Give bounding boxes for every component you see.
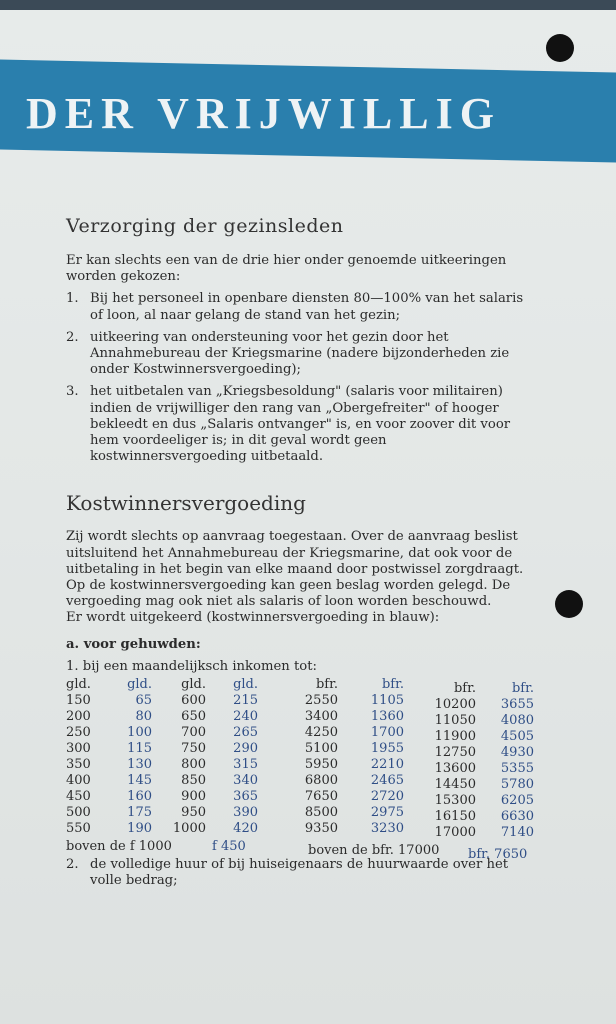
table-cell: 5355 xyxy=(500,761,534,777)
table-column xyxy=(298,677,338,837)
boven-bfr-value: bfr. 7650 xyxy=(468,847,528,863)
table-cell: 400 xyxy=(66,773,91,789)
boven-gld-label: boven de f 1000 xyxy=(66,839,172,855)
banner-title: DER VRIJWILLIG xyxy=(26,89,501,138)
table-cell: 650 xyxy=(181,709,206,725)
table-cell: 175 xyxy=(127,805,152,821)
table-column xyxy=(120,677,152,837)
table-cell: 450 xyxy=(66,789,91,805)
table-cell: 2465 xyxy=(370,773,404,789)
table-cell: 4930 xyxy=(500,745,534,761)
table-cell: 15300 xyxy=(434,793,476,809)
table-cell: 6630 xyxy=(500,809,534,825)
list-item xyxy=(66,384,536,465)
table-cell: 4505 xyxy=(500,729,534,745)
column-header: bfr. xyxy=(511,681,534,697)
list-item-text: Bij het personeel in openbare diensten 80—100% van het salaris of loon, al naar gelang de stand van het gezin; xyxy=(90,291,524,323)
table-cell: 1700 xyxy=(370,725,404,741)
list-item xyxy=(66,857,536,889)
punch-hole-middle xyxy=(555,590,583,618)
column-header: bfr. xyxy=(453,681,476,697)
column-header: gld. xyxy=(181,677,206,693)
table-cell: 130 xyxy=(127,757,152,773)
table-cell: 6800 xyxy=(304,773,338,789)
table-cell: 6205 xyxy=(500,793,534,809)
table-cell: 100 xyxy=(127,725,152,741)
table-cell: 500 xyxy=(66,805,91,821)
list-item xyxy=(66,330,536,379)
table-cell: 390 xyxy=(233,805,258,821)
table-cell: 115 xyxy=(127,741,152,757)
section-heading-verzorging: Verzorging der gezinsleden xyxy=(66,215,344,237)
document-page xyxy=(0,10,616,1024)
section2-paragraph-1: Zij wordt slechts op aanvraag toegestaan. Over de aanvraag beslist uitsluitend het Annahmebureau der Kriegsmarine, dat ook voor de uitbetaling in het begin van elke maand door postwissel zorgdraagt. xyxy=(66,529,524,577)
income-line: 1. bij een maandelijksch inkomen tot: xyxy=(66,658,317,674)
table-cell: 13600 xyxy=(434,761,476,777)
allowance-table xyxy=(66,677,536,863)
table-cell: 2210 xyxy=(370,757,404,773)
content xyxy=(66,215,536,889)
table-cell: 1000 xyxy=(172,821,206,837)
section2-paragraph-3: Er wordt uitgekeerd (kostwinnersvergoeding in blauw): xyxy=(66,610,440,626)
table-cell: 265 xyxy=(233,725,258,741)
table-cell: 7140 xyxy=(500,825,534,841)
table-cell: 8500 xyxy=(304,805,338,821)
table-column xyxy=(494,681,534,841)
boven-gld-value: f 450 xyxy=(212,839,246,855)
list-item xyxy=(66,291,536,323)
boven-bfr-label: boven de bfr. 17000 xyxy=(308,843,440,859)
list-item-number: 2. xyxy=(66,329,79,345)
table-cell: 5100 xyxy=(304,741,338,757)
table-cell: 800 xyxy=(181,757,206,773)
table-column xyxy=(364,677,404,837)
table-cell: 3230 xyxy=(370,821,404,837)
table-cell: 950 xyxy=(181,805,206,821)
column-header: gld. xyxy=(233,677,258,693)
table-cell: 300 xyxy=(66,741,91,757)
table-cell: 16150 xyxy=(434,809,476,825)
table-cell: 80 xyxy=(135,709,152,725)
table-cell: 5950 xyxy=(304,757,338,773)
list-item-number: 2. xyxy=(66,857,79,873)
table-cell: 4080 xyxy=(500,713,534,729)
table-cell: 1360 xyxy=(370,709,404,725)
table-cell: 145 xyxy=(127,773,152,789)
section1-intro: Er kan slechts een van de drie hier onder genoemde uitkeeringen worden gekozen: xyxy=(66,253,507,285)
column-header: bfr. xyxy=(381,677,404,693)
section-heading-kostwinnersvergoeding: Kostwinnersvergoeding xyxy=(66,491,306,516)
table-column xyxy=(66,677,91,837)
table-cell: 2720 xyxy=(370,789,404,805)
list-item-number: 1. xyxy=(66,291,79,307)
table-cell: 11900 xyxy=(434,729,476,745)
table-cell: 150 xyxy=(66,693,91,709)
table-cell: 250 xyxy=(66,725,91,741)
table-cell: 550 xyxy=(66,821,91,837)
list-item-number: 3. xyxy=(66,384,79,400)
table-cell: 240 xyxy=(233,709,258,725)
table-cell: 12750 xyxy=(434,745,476,761)
column-header: gld. xyxy=(127,677,152,693)
table-cell: 2975 xyxy=(370,805,404,821)
table-cell: 420 xyxy=(233,821,258,837)
table-cell: 200 xyxy=(66,709,91,725)
table-cell: 1955 xyxy=(370,741,404,757)
table-cell: 2550 xyxy=(304,693,338,709)
table-column xyxy=(170,677,206,837)
table-cell: 4250 xyxy=(304,725,338,741)
table-cell: 11050 xyxy=(434,713,476,729)
table-cell: 10200 xyxy=(434,697,476,713)
table-cell: 190 xyxy=(127,821,152,837)
table-cell: 850 xyxy=(181,773,206,789)
table-cell: 600 xyxy=(181,693,206,709)
column-header: gld. xyxy=(66,677,91,693)
section2-paragraph-2: Op de kostwinnersvergoeding kan geen beslag worden gelegd. De vergoeding mag ook niet als salaris of loon worden beschouwd. xyxy=(66,578,511,610)
table-cell: 365 xyxy=(233,789,258,805)
table-cell: 750 xyxy=(181,741,206,757)
table-column xyxy=(226,677,258,837)
table-cell: 5780 xyxy=(500,777,534,793)
subheading-gehuwden: a. voor gehuwden: xyxy=(66,636,201,652)
punch-hole-top xyxy=(546,34,574,62)
table-cell: 290 xyxy=(233,741,258,757)
table-cell: 3655 xyxy=(500,697,534,713)
table-cell: 1105 xyxy=(370,693,404,709)
table-cell: 700 xyxy=(181,725,206,741)
table-cell: 17000 xyxy=(434,825,476,841)
table-cell: 340 xyxy=(233,773,258,789)
table-cell: 3400 xyxy=(304,709,338,725)
table-cell: 65 xyxy=(135,693,152,709)
list-item-text: de volledige huur of bij huiseigenaars de huurwaarde over het volle bedrag; xyxy=(90,857,509,889)
list-item-text: het uitbetalen van „Kriegsbesoldung" (salaris voor militairen) indien de vrijwilliger den rang van „Obergefreiter" of hooger bekleedt en dus „Salaris ontvanger" is, en voor zoover dit voor hem voordeeliger is; in dit geval wordt geen kostwinnersvergoeding uitbetaald. xyxy=(90,384,511,465)
table-cell: 160 xyxy=(127,789,152,805)
table-cell: 315 xyxy=(233,757,258,773)
list-item-text: uitkeering van ondersteuning voor het gezin door het Annahmebureau der Kriegsmarine (nadere bijzonderheden zie onder Kostwinnersvergoeding); xyxy=(90,329,510,378)
table-column xyxy=(430,681,476,841)
table-cell: 14450 xyxy=(434,777,476,793)
table-cell: 900 xyxy=(181,789,206,805)
table-cell: 350 xyxy=(66,757,91,773)
column-header: bfr. xyxy=(315,677,338,693)
table-cell: 215 xyxy=(233,693,258,709)
table-cell: 7650 xyxy=(304,789,338,805)
table-cell: 9350 xyxy=(304,821,338,837)
